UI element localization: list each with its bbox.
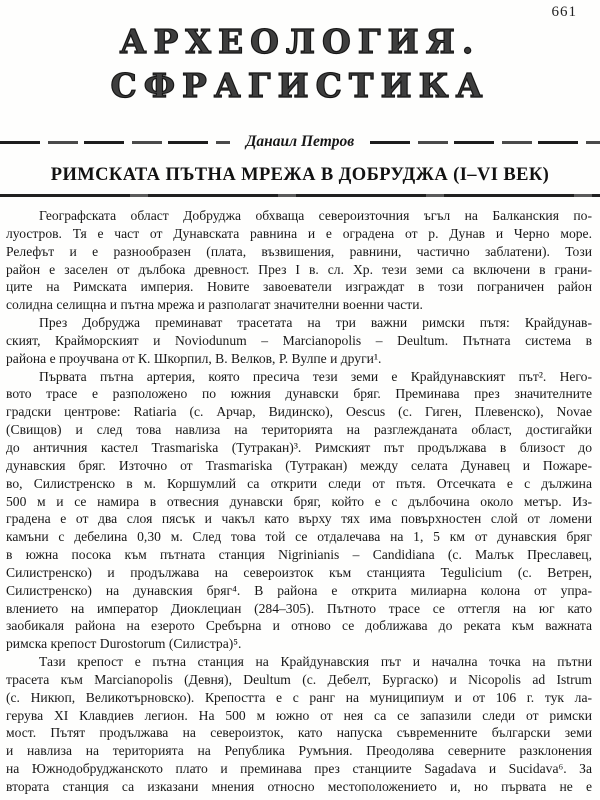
text-line: во, Силистренско в м. Коршумлий са открити следи от пътя. Отсечката е с дължина [6,475,592,491]
article-body [6,207,592,796]
author-divider [0,132,600,152]
paragraph [6,314,592,368]
text-line: ците на Римската империя. Новите завоеватели изграждат в този пограничен район [6,279,592,295]
paragraph [6,207,592,314]
section-title-line-1: АРХЕОЛОГИЯ. [119,22,481,61]
text-line: 500 м и се намира в отвесния дунавски бряг, който е с дълбочина около метър. Из- [6,493,592,509]
text-line: и навлиза на територията на Република Румъния. Преодолява северните разклонения [6,743,592,759]
text-line: Първата пътна артерия, която пресича тези земи е Крайдунавският път². Него- [39,368,592,384]
text-line: Силистренско) и продължава на североизток към станцията Tegulicium (с. Ветрен, [6,564,592,580]
text-line: заобикаля района на езерото Сребърна и отново се доближава до реката към важната [6,618,592,634]
text-line: През Добруджа преминават трасетата на три важни римски пътя: Крайдунав- [39,315,592,331]
section-title-line-2: СФРАГИСТИКА [110,66,490,105]
text-line: дунавския бряг. Източно от Trasmariska (Тутракан) между селата Дунавец и Пожаре- [6,457,592,473]
author-name: Данаил Петров [245,133,355,150]
page-number: 661 [551,4,577,20]
text-line: вото трасе е разположено по южния дунавски бряг. Преминава през значителните [6,386,592,402]
text-line: в южна посока към пътната станция Nigrinianis – Candidiana (с. Малък Преславец, [6,547,592,563]
text-line: градена е от два слоя пясък и чакъл като върху тях има повърхностен слой от ломени [6,511,592,527]
text-line: района е проучвана от К. Шкорпил, В. Велков, Р. Вулпе и други¹. [6,350,382,366]
text-line: (Свищов) и след това навлиза на територията на разглежданата област, достигайки [6,422,592,438]
text-line: до античния кастел Trasmariska (Тутракан)³. Римският път продължава в близост до [6,439,592,455]
article-title: РИМСКАТА ПЪТНА МРЕЖА В ДОБРУДЖА (I–VI ВЕК) [50,165,550,185]
paragraph [6,653,592,796]
text-line: градски центрове: Ratiaria (с. Арчар, Видинско), Oescus (с. Гиген, Плевенско), Novae [6,404,592,420]
section-title [0,20,600,108]
text-line: герува XI Клавдиев легион. На 500 м южно от нея са се запазили следи от римски [6,707,592,723]
text-line: Тази крепост е пътна станция на Крайдунавския път и начална точка на пътни [39,654,592,670]
text-line: мост. Пътят продължава на североизток, като напуска съвременните български земи [6,725,592,741]
title-rule [0,194,600,197]
divider-rule-right [370,141,600,144]
text-line: луостров. Тя е част от Дунавската равнина и е оградена от р. Дунав и Черно море. [6,225,592,241]
text-line: ският, Крайморският и Noviodunum – Marcianopolis – Deultum. Пътната система в [6,332,592,348]
text-line: (с. Никюп, Великотърновско). Крепостта е с ранг на муниципиум и от 106 г. тук ла- [6,689,592,705]
divider-rule-left [0,141,230,144]
text-line: Релефът и е разнообразен (плата, възвишения, равнини, частично заблатени). Този [6,243,592,259]
text-line: римска крепост Durostorum (Силистра)⁵. [6,636,242,652]
text-line: Географската област Добруджа обхваща североизточния ъгъл на Балканския по- [39,208,592,223]
text-line: Силистренско) на дунавския бряг⁴. В района е открита милиарна колона от упра- [6,582,592,598]
text-line: солидна селищна и пътна мрежа и разполагат значителни военни части. [6,297,423,313]
text-line: на Южнодобруджанското плато и преминава през станциите Sagadava и Sucidava⁶. За [6,761,592,777]
text-line: трасета към Marcianopolis (Девня), Deultum (с. Дебелт, Бургаско) и Nicopolis ad Istrum [6,671,592,687]
paragraph [6,368,592,654]
text-line: район е заселен от дълбока древност. През I в. сл. Хр. тези земи са включени в грани- [6,261,592,277]
text-line: втората станция са изказани мнения относно местоположението и, но първата не е [6,779,592,794]
text-line: влението на император Диоклециан (284–305). Пътното трасе се оттегля на юг като [6,600,592,616]
text-line: камъни с дебелина 0,30 м. След това той се отдалечава на 1, 5 км от дунавския бряг [6,529,592,545]
